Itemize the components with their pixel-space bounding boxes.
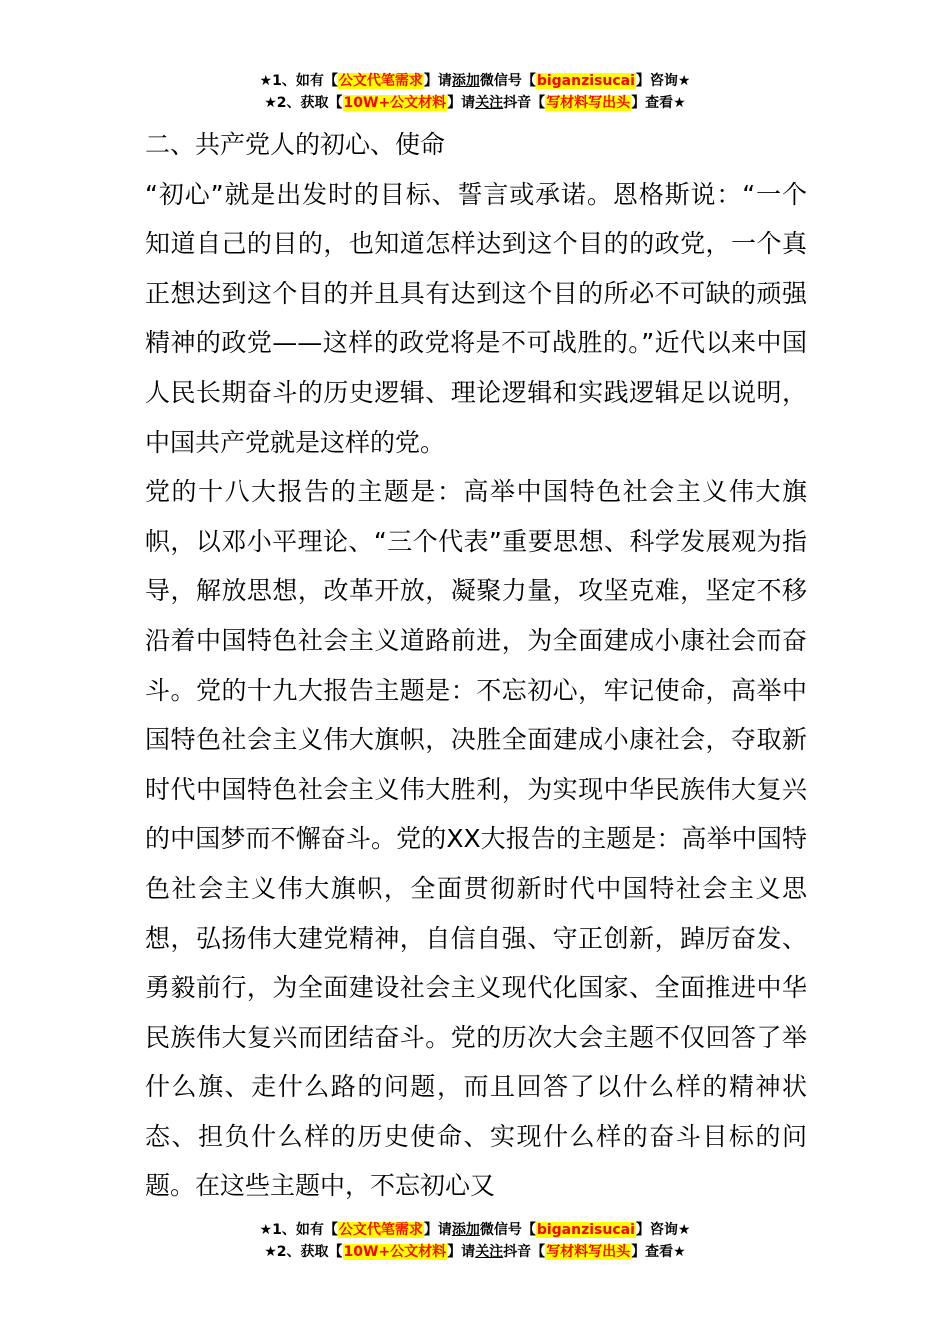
promo-text: ★1、如有【 (259, 1222, 338, 1238)
promo-text: 】请 (447, 1244, 476, 1260)
promo-wechat-id: biganzisucai (536, 73, 635, 89)
promo-text: 抖音【 (503, 95, 546, 111)
promo-underlined-text: 关注 (475, 95, 504, 111)
promo-text: 】请 (423, 1222, 452, 1238)
promo-douyin-account: 写材料写出头 (546, 1244, 631, 1260)
promo-text: 微信号【 (479, 73, 536, 89)
promo-underlined-text: 添加 (451, 73, 480, 89)
promo-highlight: 公文代笔需求 (338, 73, 423, 89)
section-heading: 二、共产党人的初心、使命 (145, 130, 446, 159)
promo-line-2 (0, 92, 950, 114)
promo-underlined-text: 添加 (451, 1222, 480, 1238)
promo-douyin-account: 写材料写出头 (546, 95, 631, 111)
paragraph: 党的十八大报告的主题是：高举中国特色社会主义伟大旗帜，以邓小平理论、“三个代表”重要思想、科学发展观为指导，解放思想，改革开放，凝聚力量，攻坚克难，坚定不移沿着中国特色社会主义道路前进，为全面建成小康社会而奋斗。党的十九大报告主题是：不忘初心，牢记使命，高举中国特色社会主义伟大旗帜，决胜全面建成小康社会，夺取新时代中国特色社会主义伟大胜利，为实现中华民族伟大复兴的中国梦而不懈奋斗。党的XX大报告的主题是：高举中国特色社会主义伟大旗帜，全面贯彻新时代中国特社会主义思想，弘扬伟大建党精神，自信自强、守正创新，踔厉奋发、勇毅前行，为全面建设社会主义现代化国家、全面推进中华民族伟大复兴而团结奋斗。党的历次大会主题不仅回答了举什么旗、走什么路的问题，而且回答了以什么样的精神状态、担负什么样的历史使命、实现什么样的奋斗目标的问题。在这些主题中，不忘初心又 (145, 477, 807, 1201)
promo-wechat-id: biganzisucai (536, 1222, 635, 1238)
promo-text: 抖音【 (503, 1244, 546, 1260)
footer-promo-banner (0, 1219, 950, 1263)
promo-text: 】查看★ (631, 1244, 686, 1260)
promo-text: ★1、如有【 (259, 73, 338, 89)
promo-line-1 (0, 70, 950, 92)
promo-highlight: 公文代笔需求 (338, 1222, 423, 1238)
promo-highlight: 10W+公文材料 (343, 95, 447, 111)
promo-text: 】请 (447, 95, 476, 111)
paragraph: “初心”就是出发时的目标、誓言或承诺。恩格斯说：“一个知道自己的目的，也知道怎样达到这个目的的政党，一个真正想达到这个目的并且具有达到这个目的所必不可缺的顽强精神的政党——这样的政党将是不可战胜的。”近代以来中国人民长期奋斗的历史逻辑、理论逻辑和实践逻辑足以说明，中国共产党就是这样的党。 (145, 179, 807, 457)
promo-text: 】查看★ (631, 95, 686, 111)
promo-highlight: 10W+公文材料 (343, 1244, 447, 1260)
promo-line-2 (0, 1241, 950, 1263)
promo-text: ★2、获取【 (264, 1244, 343, 1260)
promo-text: 】咨询★ (635, 73, 691, 89)
promo-text: 】咨询★ (635, 1222, 691, 1238)
header-promo-banner (0, 70, 950, 114)
promo-underlined-text: 关注 (475, 1244, 504, 1260)
promo-text: 】请 (423, 73, 452, 89)
document-body (145, 120, 807, 1211)
promo-line-1 (0, 1219, 950, 1241)
promo-text: ★2、获取【 (264, 95, 343, 111)
promo-text: 微信号【 (479, 1222, 536, 1238)
